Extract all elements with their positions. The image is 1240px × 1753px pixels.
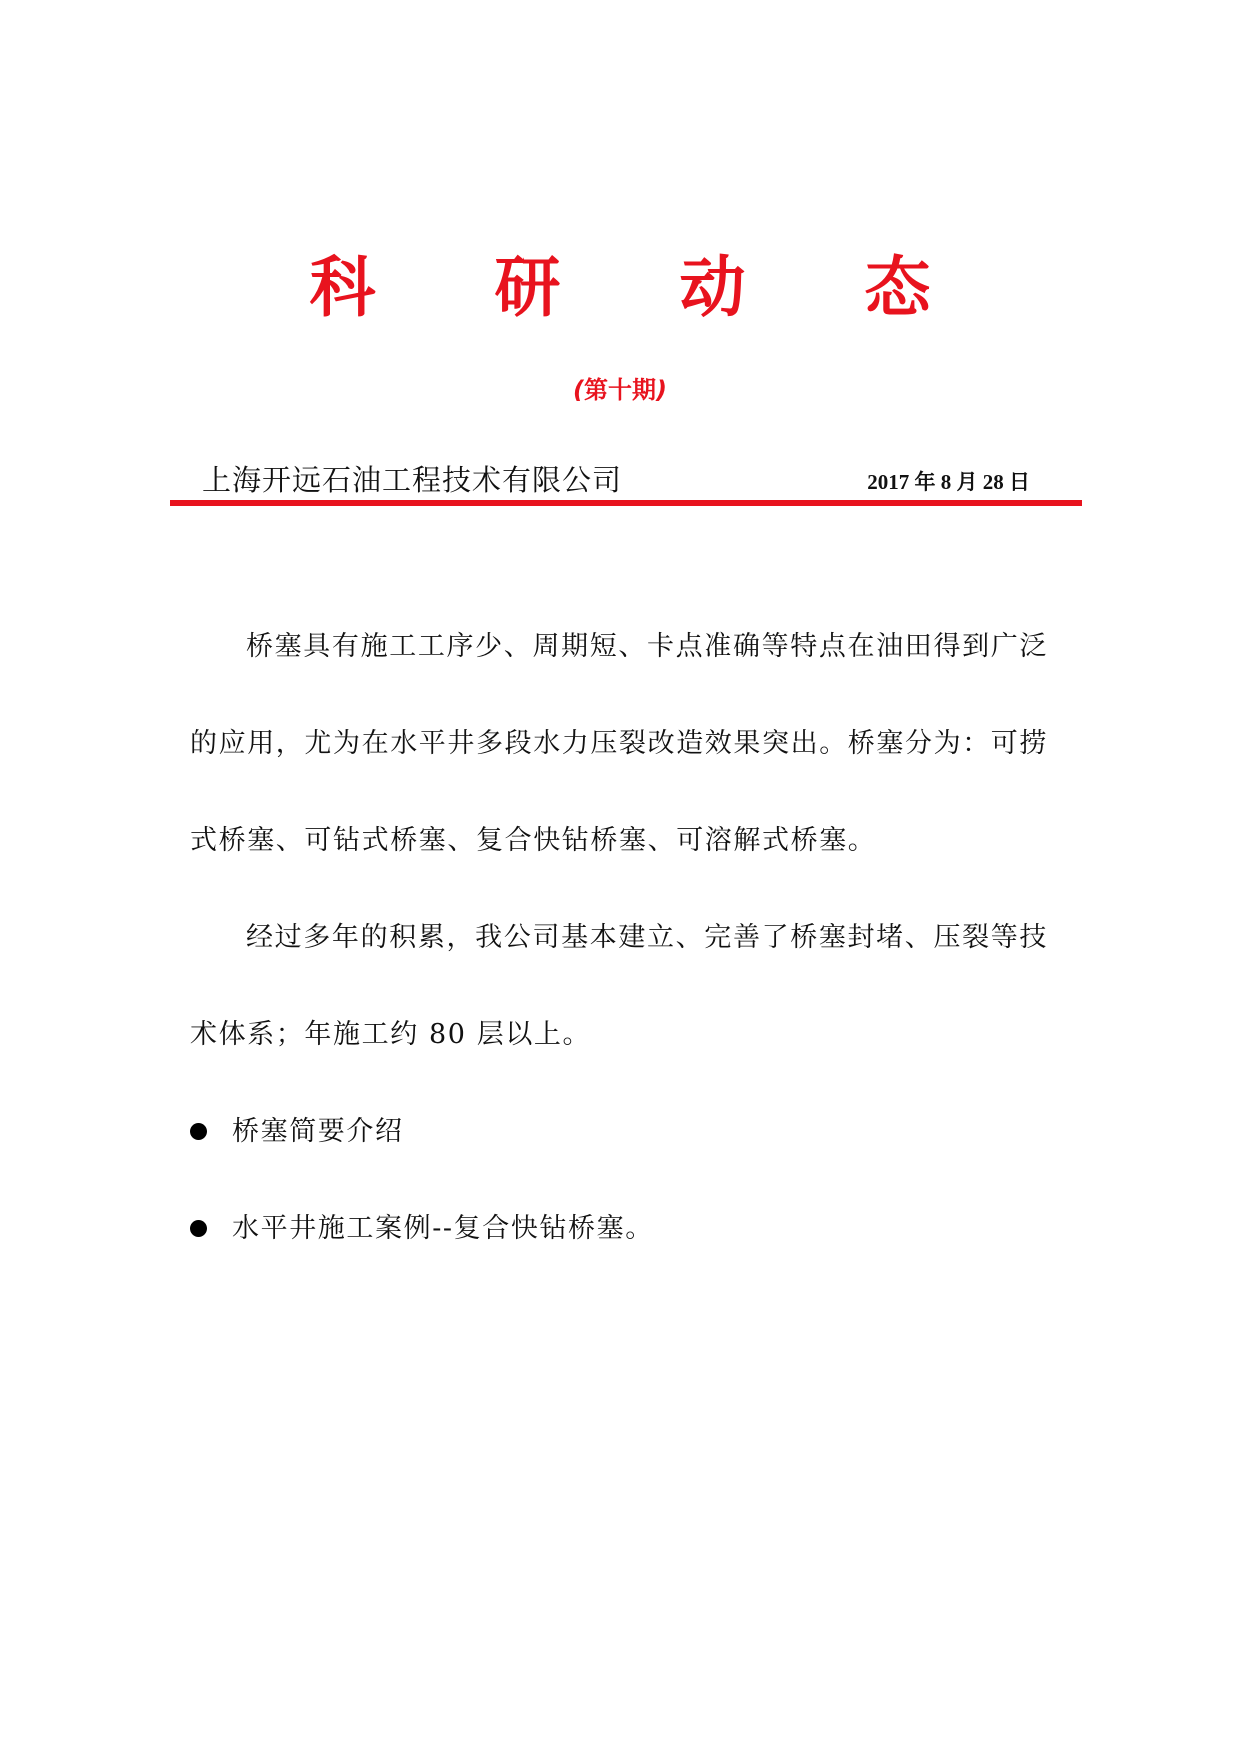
company-name: 上海开远石油工程技术有限公司 bbox=[202, 463, 623, 497]
topic-list bbox=[190, 1083, 1048, 1277]
issue-label: 第十期 bbox=[584, 376, 656, 404]
issue-number bbox=[0, 372, 1240, 408]
topic-list-item bbox=[190, 1083, 1048, 1180]
bullet-dot-icon bbox=[190, 1220, 207, 1237]
topic-label: 桥塞简要介绍 bbox=[232, 1116, 404, 1147]
issue-close-paren: ) bbox=[656, 376, 667, 404]
issue-open-paren: ( bbox=[573, 376, 584, 404]
topic-label: 水平井施工案例--复合快钻桥塞。 bbox=[232, 1213, 654, 1244]
newsletter-title: 科 研 动 态 bbox=[309, 249, 979, 326]
document-body bbox=[190, 598, 1048, 1277]
topic-list-item bbox=[190, 1180, 1048, 1277]
experience-paragraph: 经过多年的积累，我公司基本建立、完善了桥塞封堵、压裂等技术体系；年施工约 80 层以上。 bbox=[190, 922, 1048, 1050]
bullet-dot-icon bbox=[190, 1123, 207, 1140]
intro-paragraph: 桥塞具有施工工序少、周期短、卡点准确等特点在油田得到广泛的应用，尤为在水平井多段水力压裂改造效果突出。桥塞分为：可捞式桥塞、可钻式桥塞、复合快钻桥塞、可溶解式桥塞。 bbox=[190, 631, 1048, 856]
publish-date: 2017 年 8 月 28 日 bbox=[867, 470, 1030, 494]
header-divider bbox=[170, 500, 1082, 506]
